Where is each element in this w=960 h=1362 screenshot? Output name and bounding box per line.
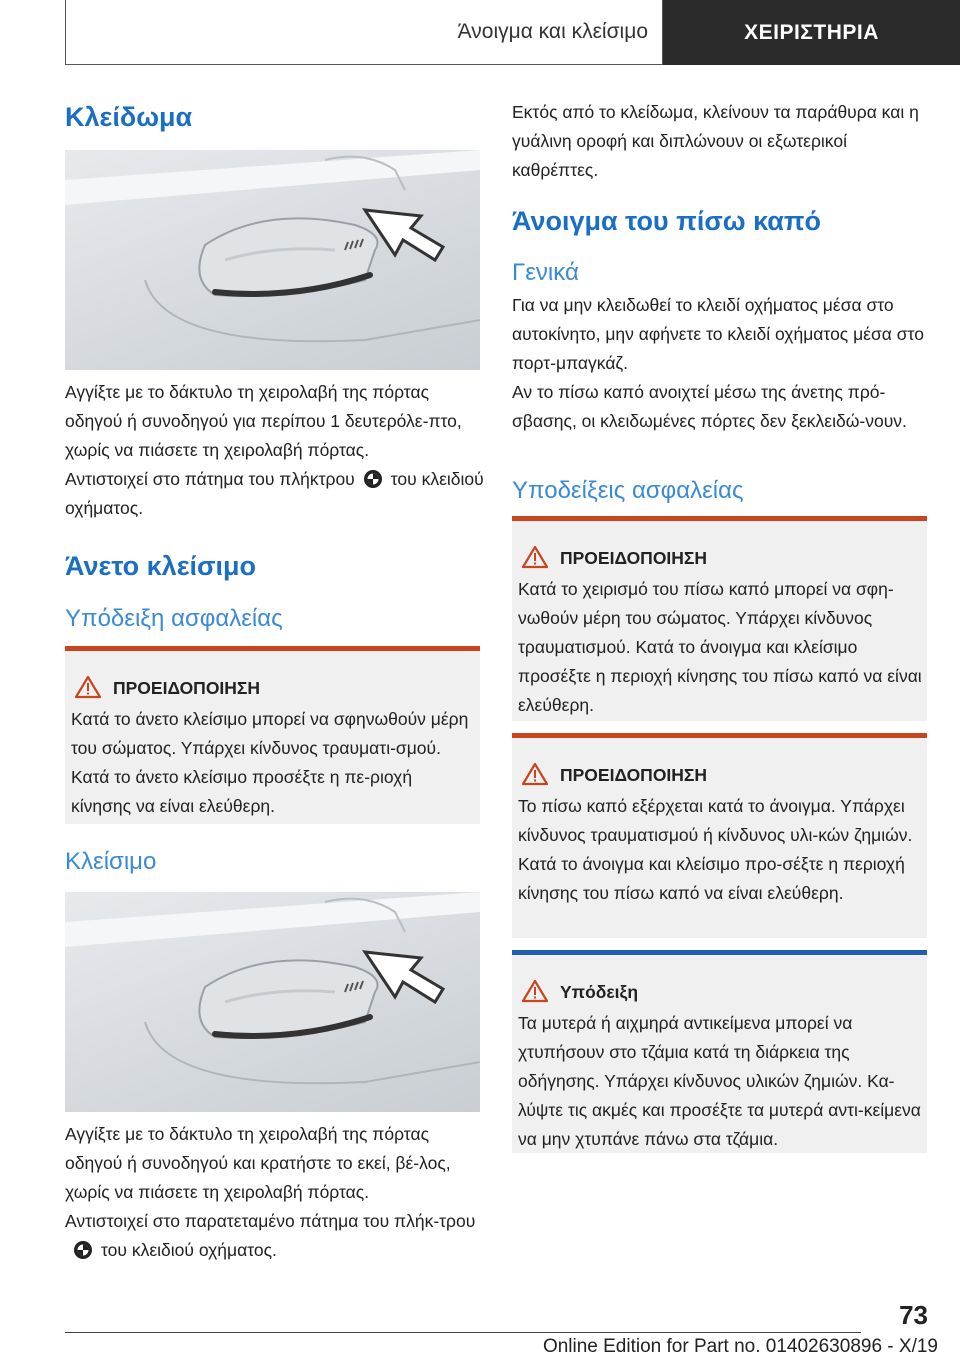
- heading-safety-note: Υπόδειξη ασφαλείας: [65, 605, 283, 632]
- footer-divider: [65, 1332, 861, 1333]
- warning-box-comfort: [65, 646, 480, 824]
- warning-triangle-icon: [522, 762, 548, 786]
- close-equivalent-part1: Αντιστοιχεί στο παρατεταμένο πάτημα του πλήκ-τρου: [65, 1211, 476, 1231]
- warning-triangle-icon: [75, 675, 101, 699]
- lock-extra-info: Εκτός από το κλείδωμα, κλείνουν τα παράθυρα και η γυάλινη οροφή και διπλώνουν οι εξωτερικοί καθρέπτες.: [512, 102, 919, 180]
- heading-open-trunk: Άνοιγμα του πίσω καπό: [512, 206, 822, 236]
- lock-equivalent: [65, 465, 485, 523]
- warning-triangle-icon: [522, 545, 548, 569]
- door-handle-illustration: [65, 150, 480, 370]
- note-title: Υπόδειξη: [560, 982, 639, 1002]
- close-equivalent-part2: του κλειδιού οχήματος.: [101, 1240, 277, 1260]
- close-key-icon: [73, 1240, 93, 1260]
- lock-equivalent-part2: του κλειδιού οχήματος.: [65, 469, 484, 518]
- door-handle-illustration-2: [65, 892, 480, 1112]
- heading-safety-notes: Υποδείξεις ασφαλείας: [512, 477, 744, 504]
- door-handle-photo-close: [65, 892, 480, 1112]
- general-text-1: Για να μην κλειδωθεί το κλειδί οχήματος μέσα στο αυτοκίνητο, μην αφήνετε το κλειδί οχήματος μέσα στο πορτ-μπαγκάζ.: [512, 295, 924, 373]
- header-chapter-title: ΧΕΙΡΙΣΤΗΡΙΑ: [744, 20, 879, 44]
- door-handle-photo-lock: [65, 150, 480, 370]
- warning-title: ΠΡΟΕΙΔΟΠΟΙΗΣΗ: [113, 678, 261, 698]
- warning-title: ΠΡΟΕΙΔΟΠΟΙΗΣΗ: [560, 548, 708, 568]
- warning-text: Το πίσω καπό εξέρχεται κατά το άνοιγμα. Υπάρχει κίνδυνος τραυματισμού ή κίνδυνος υλι-κών ζημιών. Κατά το άνοιγμα και κλείσιμο προ-σέξτε η περιοχή κίνησης του πίσω καπό να είναι ελεύθερη.: [518, 796, 913, 903]
- header-chapter: [663, 0, 960, 65]
- lock-equivalent-part1: Αντιστοιχεί στο πάτημα του πλήκτρου: [65, 469, 355, 489]
- warning-box-trunk-1: [512, 516, 927, 721]
- warning-title: ΠΡΟΕΙΔΟΠΟΙΗΣΗ: [560, 765, 708, 785]
- note-triangle-icon: [522, 979, 548, 1003]
- heading-general: Γενικά: [512, 259, 579, 286]
- warning-text: Κατά το άνετο κλείσιμο μπορεί να σφηνωθούν μέρη του σώματος. Υπάρχει κίνδυνος τραυματι-σμού. Κατά το άνετο κλείσιμο προσέξτε η πε-ριοχή κίνησης να είναι ελεύθερη.: [71, 709, 469, 816]
- heading-close: Κλείσιμο: [65, 848, 157, 875]
- note-text: Τα μυτερά ή αιχμηρά αντικείμενα μπορεί να χτυπήσουν στο τζάμια κατά τη διάρκεια της οδήγησης. Υπάρχει κίνδυνος υλικών ζημιών. Κα-λύψτε τις ακμές και προσέξτε τα μυτερά αντι-κείμενα να μην χτυπάνε πάνω στα τζάμια.: [518, 1013, 921, 1149]
- header-section: [65, 0, 663, 65]
- warning-box-trunk-2: [512, 733, 927, 938]
- heading-lock: Κλείδωμα: [65, 102, 193, 132]
- close-equivalent: [65, 1207, 485, 1265]
- lock-key-icon: [363, 469, 383, 489]
- page-header: [65, 0, 960, 65]
- footer-edition: Online Edition for Part no. 01402630896 - X/19: [542, 1336, 938, 1357]
- close-instruction: Αγγίξτε με το δάκτυλο τη χειρολαβή της πόρτας οδηγού ή συνοδηγού και κρατήστε το εκεί, βέ-λος, χωρίς να πιάσετε τη χειρολαβή πόρτας.: [65, 1124, 451, 1202]
- lock-instruction: Αγγίξτε με το δάκτυλο τη χειρολαβή της πόρτας οδηγού ή συνοδηγού για περίπου 1 δευτερόλε-πτο, χωρίς να πιάσετε τη χειρολαβή πόρτας.: [65, 382, 462, 460]
- note-box-trunk: [512, 950, 927, 1153]
- header-section-title: Άνοιγμα και κλείσιμο: [457, 20, 648, 43]
- heading-comfort-close: Άνετο κλείσιμο: [65, 551, 256, 581]
- page-number: 73: [899, 1300, 928, 1330]
- warning-text: Κατά το χειρισμό του πίσω καπό μπορεί να σφη-νωθούν μέρη του σώματος. Υπάρχει κίνδυνος τραυματισμού. Κατά το άνοιγμα και κλείσιμο προσέξτε η περιοχή κίνησης του πίσω καπό να είναι ελεύθερη.: [518, 579, 922, 715]
- general-text-2: Αν το πίσω καπό ανοιχτεί μέσω της άνετης πρό-σβασης, οι κλειδωμένες πόρτες δεν ξεκλειδώ-νουν.: [512, 382, 907, 431]
